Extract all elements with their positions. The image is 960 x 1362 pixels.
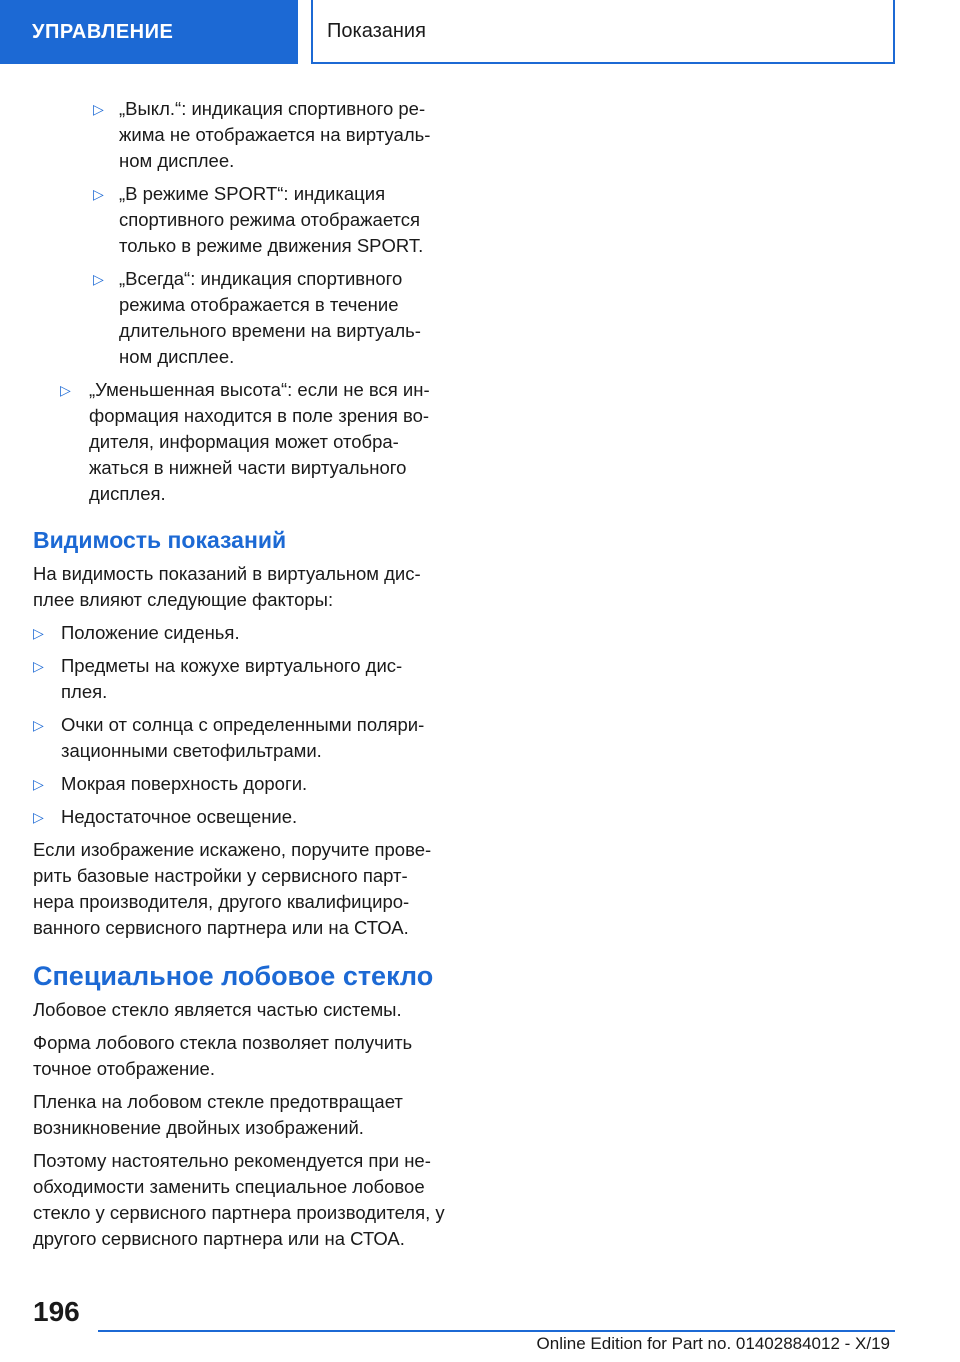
chapter-title: Показания [311, 0, 895, 64]
list-item-text: „Всегда“: индикация спортивного режима отображается в течение длительного времени на виртуаль-ном дисплее. [119, 268, 421, 367]
windshield-heading: Специальное лобовое стекло [33, 961, 434, 991]
list-item-text: Недостаточное освещение. [61, 806, 298, 827]
list-item-text: Предметы на кожухе виртуального дис-плея. [61, 655, 403, 702]
triangle-bullet-icon: ▷ [33, 658, 44, 674]
list-item-text: Положение сиденья. [61, 622, 240, 643]
list-item [60, 377, 448, 507]
list-item-text: „Уменьшенная высота“: если не вся ин-формация находится в поле зрения во-дителя, информация может отобра-жаться в нижней части виртуального дисплея. [89, 379, 430, 504]
list-item-text: „В режиме SPORT“: индикация спортивного режима отображается только в режиме движения SPORT. [119, 183, 424, 256]
page-number: 196 [33, 1296, 80, 1327]
edition-footer: Online Edition for Part no. 01402884012 - X/19 [536, 1334, 890, 1353]
windshield-paragraph: Форма лобового стекла позволяет получить точное отображение. [33, 1032, 413, 1079]
triangle-bullet-icon: ▷ [60, 382, 71, 398]
footer-divider [98, 1330, 895, 1332]
triangle-bullet-icon: ▷ [93, 101, 104, 117]
triangle-bullet-icon: ▷ [33, 809, 44, 825]
list-item [33, 620, 448, 646]
list-item [93, 96, 448, 174]
triangle-bullet-icon: ▷ [33, 625, 44, 641]
page-content [33, 96, 448, 1259]
sub-bullet-list [60, 96, 448, 370]
list-item-text: Мокрая поверхность дороги. [61, 773, 308, 794]
list-item [33, 712, 448, 764]
section-tab: УПРАВЛЕНИЕ [0, 0, 298, 64]
list-item [93, 181, 448, 259]
visibility-intro: На видимость показаний в виртуальном дис-плее влияют следующие факторы: [33, 563, 421, 610]
windshield-paragraph: Лобовое стекло является частью системы. [33, 999, 402, 1020]
windshield-paragraph: Пленка на лобовом стекле предотвращает возникновение двойных изображений. [33, 1091, 403, 1138]
windshield-paragraph: Поэтому настоятельно рекомендуется при не-обходимости заменить специальное лобовое стекло у сервисного партнера производителя, у другого сервисного партнера или на СТОА. [33, 1150, 445, 1249]
triangle-bullet-icon: ▷ [93, 271, 104, 287]
triangle-bullet-icon: ▷ [33, 717, 44, 733]
triangle-bullet-icon: ▷ [33, 776, 44, 792]
list-item [33, 771, 448, 797]
list-item-text: Очки от солнца с определенными поляри-зационными светофильтрами. [61, 714, 425, 761]
list-item-text: „Выкл.“: индикация спортивного ре-жима не отображается на виртуаль-ном дисплее. [119, 98, 431, 171]
visibility-note: Если изображение искажено, поручите прове-рить базовые настройки у сервисного парт-нера производителя, другого квалифициро-ванного сервисного партнера или на СТОА. [33, 839, 432, 938]
list-item [33, 653, 448, 705]
visibility-heading: Видимость показаний [33, 527, 287, 553]
list-item [93, 266, 448, 370]
list-item [33, 804, 448, 830]
triangle-bullet-icon: ▷ [93, 186, 104, 202]
